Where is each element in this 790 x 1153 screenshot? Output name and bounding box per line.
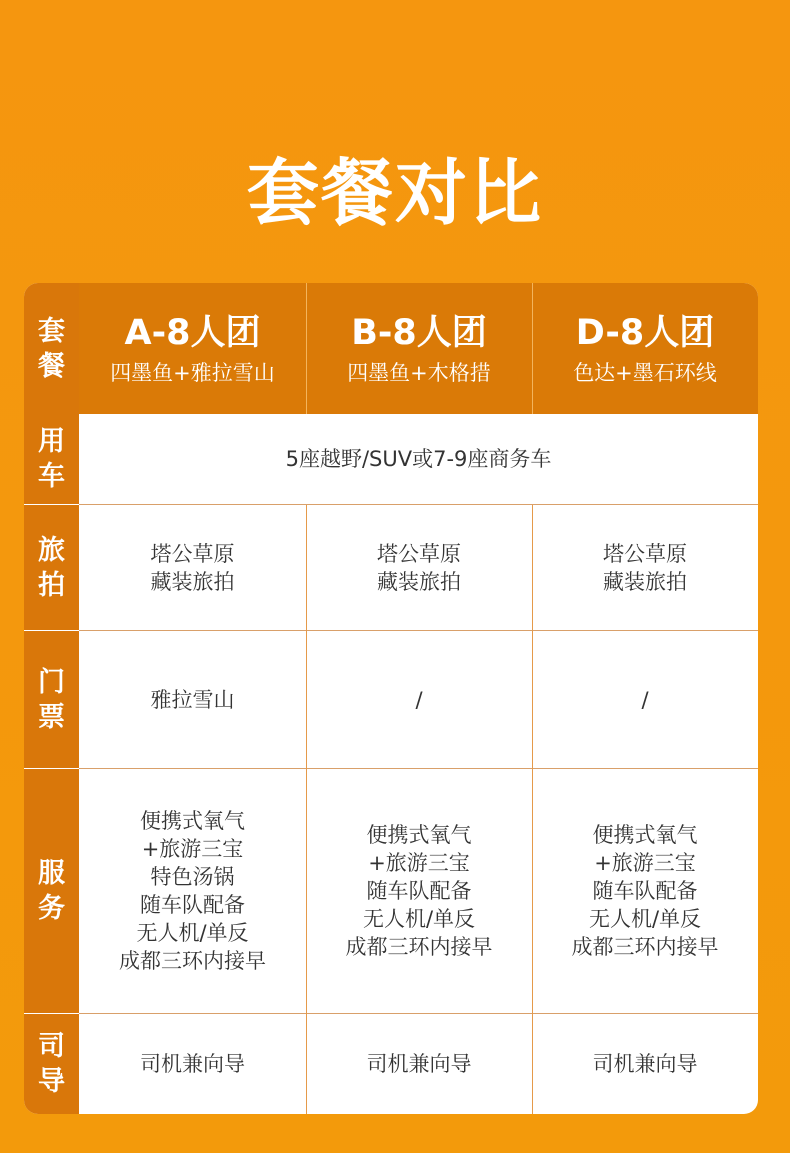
- car-label: 用 车: [24, 414, 79, 504]
- service-label: 服 务: [24, 769, 79, 1013]
- ticket-label: 门 票: [24, 631, 79, 768]
- ticket-cell-a: 雅拉雪山: [150, 687, 235, 712]
- photo-cell-d: 塔公草原 藏装旅拍: [603, 541, 687, 594]
- photo-cell-b: 塔公草原 藏装旅拍: [377, 541, 461, 594]
- comparison-table: [24, 283, 758, 1114]
- guide-row: [24, 1014, 758, 1114]
- page-title: 套餐对比: [246, 151, 543, 235]
- service-row: [24, 769, 758, 1013]
- package-b-header: [306, 283, 532, 414]
- package-d-header: [532, 283, 758, 414]
- package-a-name: A-8人团: [124, 312, 261, 353]
- header-label: 套 餐: [24, 283, 79, 414]
- guide-cell-b: 司机兼向导: [366, 1052, 472, 1076]
- photo-row: [24, 505, 758, 630]
- package-a-route: 四墨鱼+雅拉雪山: [110, 360, 275, 385]
- ticket-row: [24, 631, 758, 768]
- service-cell-d: 便携式氧气 +旅游三宝 随车队配备 无人机/单反 成都三环内接早: [571, 823, 719, 959]
- package-a-header: [79, 283, 306, 414]
- service-cell-a: 便携式氧气 +旅游三宝 特色汤锅 随车队配备 无人机/单反 成都三环内接早: [119, 809, 266, 973]
- guide-label: 司 导: [24, 1014, 79, 1114]
- package-b-route: 四墨鱼+木格措: [347, 360, 491, 385]
- photo-label: 旅 拍: [24, 505, 79, 630]
- car-row: [24, 414, 758, 504]
- package-d-route: 色达+墨石环线: [573, 360, 717, 385]
- photo-cell-a: 塔公草原 藏装旅拍: [150, 541, 235, 594]
- guide-cell-a: 司机兼向导: [140, 1052, 245, 1076]
- service-cell-b: 便携式氧气 +旅游三宝 随车队配备 无人机/单反 成都三环内接早: [345, 823, 493, 959]
- header-row: [24, 283, 758, 414]
- ticket-cell-b: /: [415, 687, 423, 712]
- car-value: 5座越野/SUV或7-9座商务车: [285, 447, 552, 471]
- ticket-cell-d: /: [641, 687, 649, 712]
- package-d-name: D-8人团: [575, 312, 715, 353]
- guide-cell-d: 司机兼向导: [592, 1052, 698, 1076]
- package-b-name: B-8人团: [351, 312, 487, 353]
